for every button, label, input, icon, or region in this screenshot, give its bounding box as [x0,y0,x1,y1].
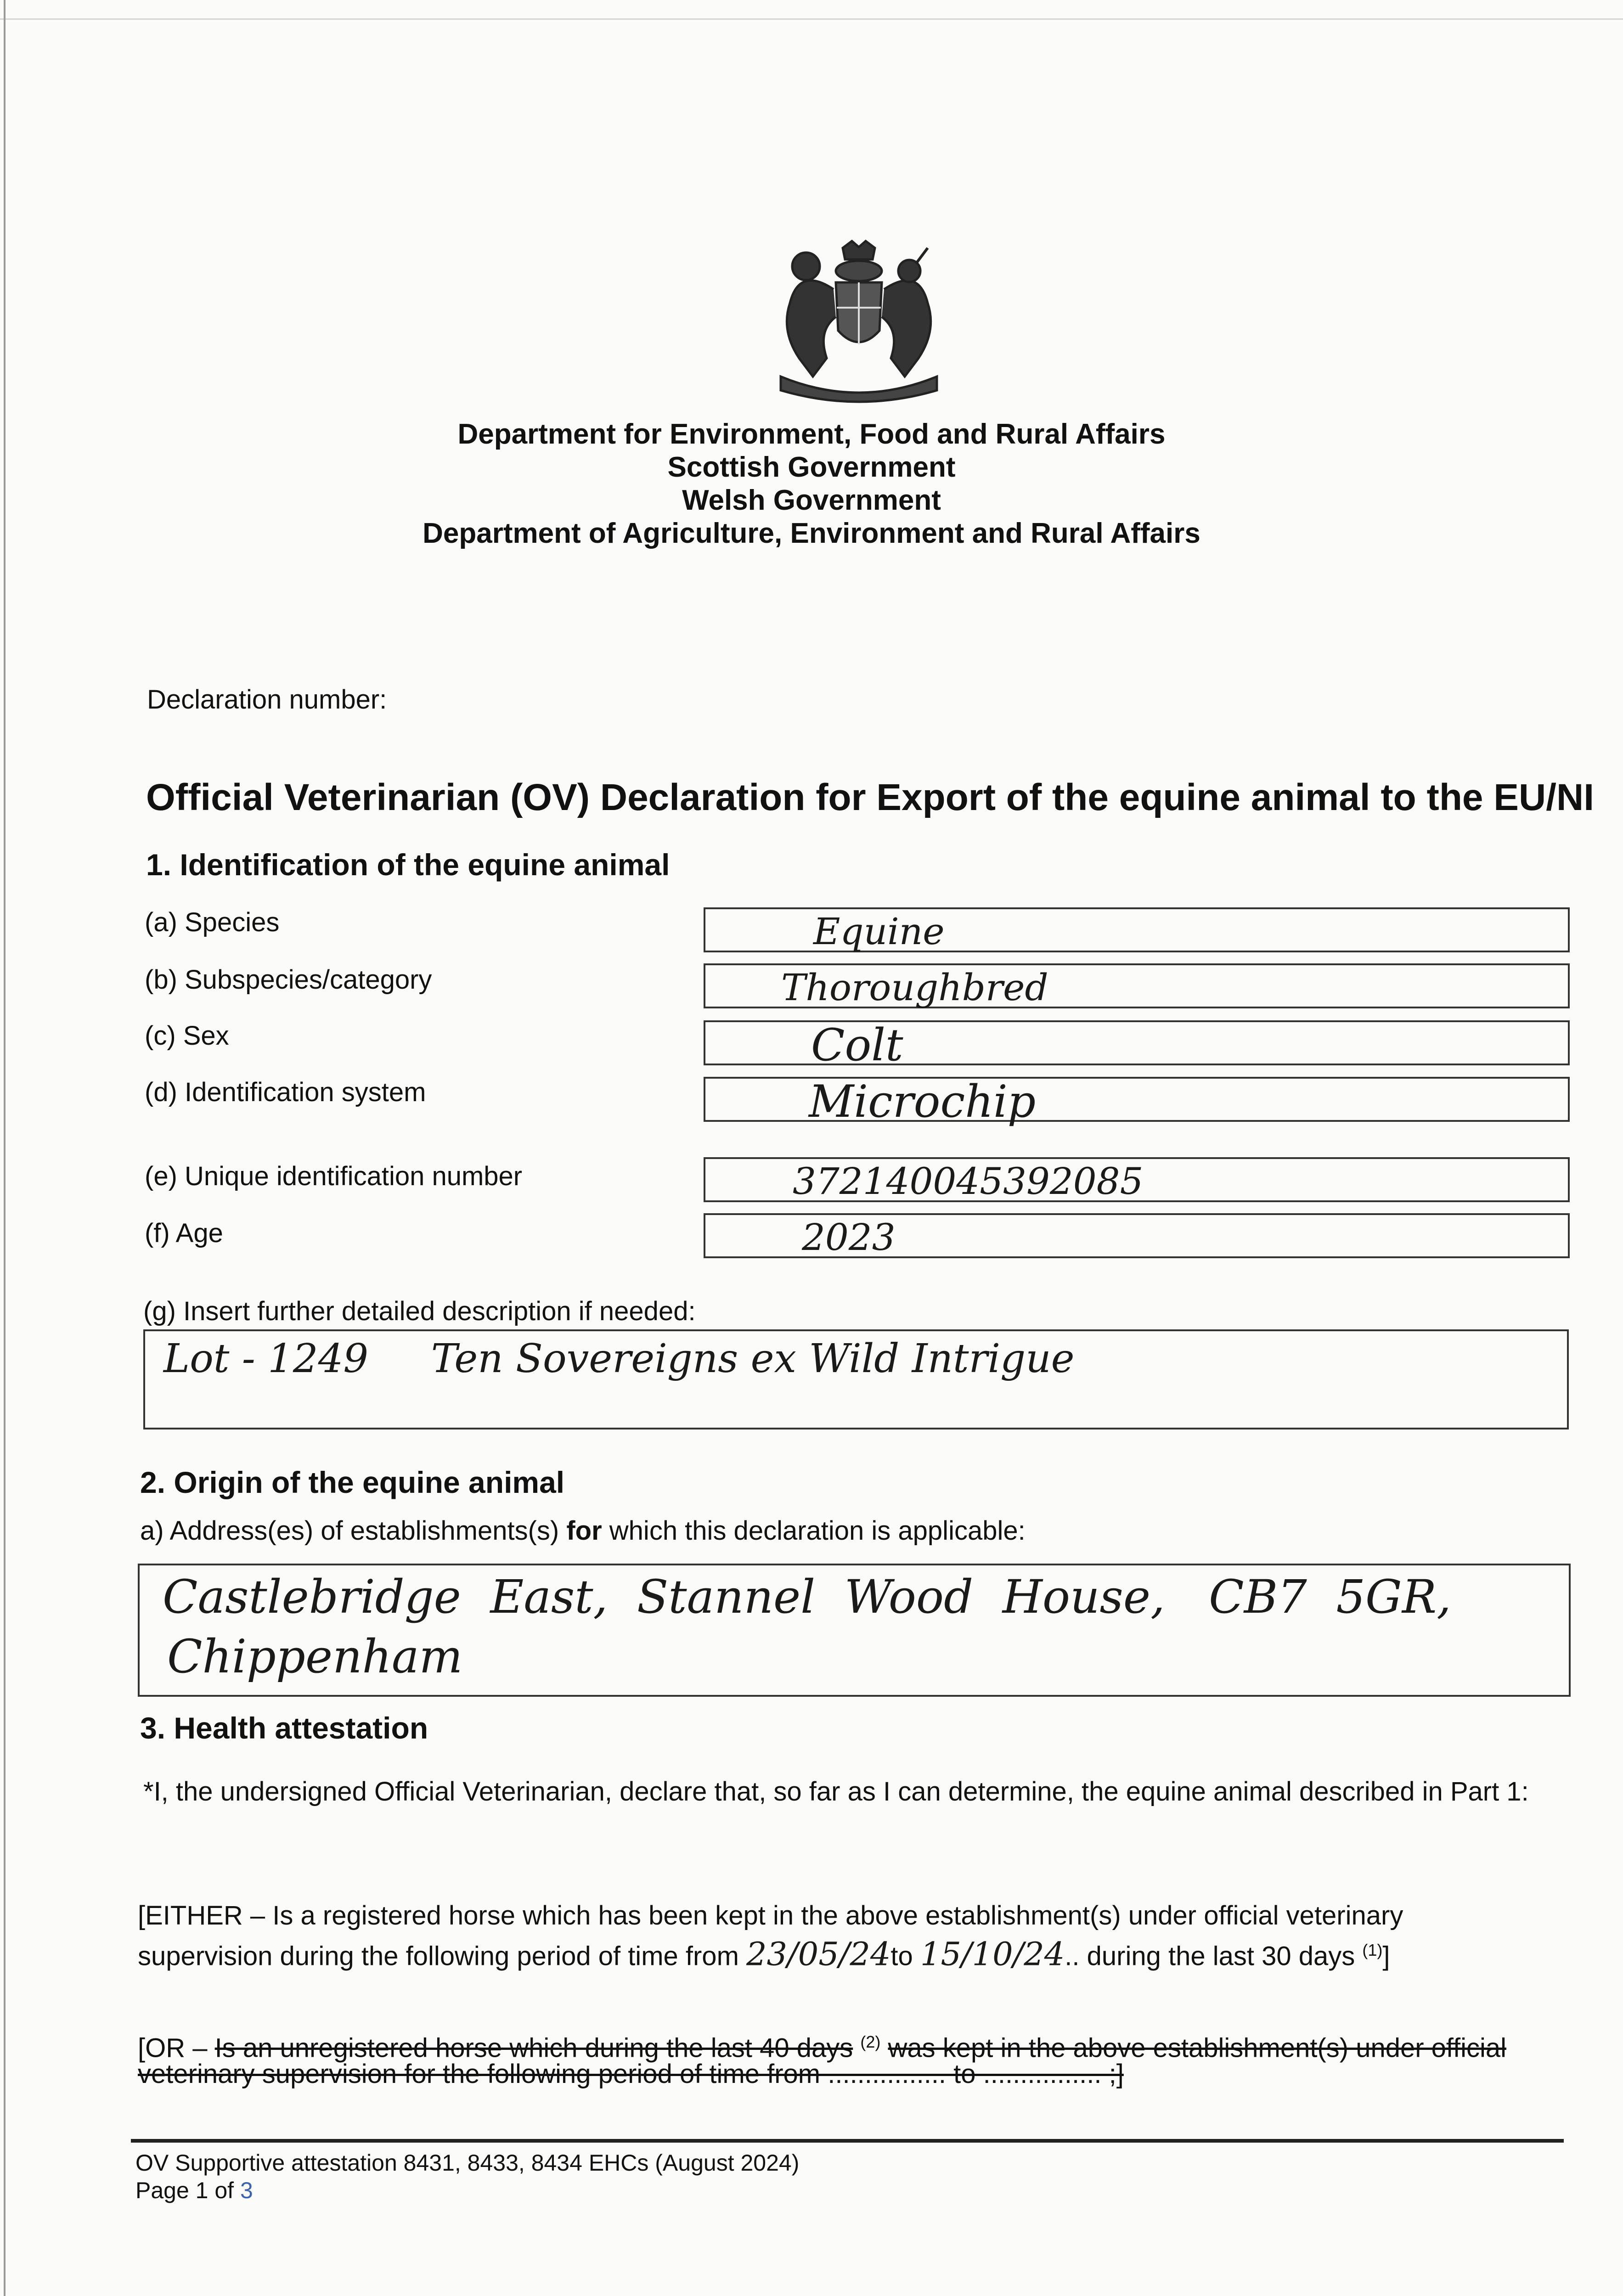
health-intro-text: *I, the undersigned Official Veterinarian, declare that, so far as I can determine, the equine animal described in Part 1: [143,1777,1529,1806]
sex-label: (c) Sex [145,1021,229,1051]
page-title: Official Veterinarian (OV) Declaration for Export of the equine animal to the EU/NI [146,777,1594,818]
identification-system-value: Microchip [809,1076,1036,1127]
or-line1: [OR – Is an unregistered horse which during the last 40 days $^{(2)}$ was kept in the above establishment(s) under official [138,2032,1507,2063]
further-description-field[interactable] [143,1329,1569,1429]
footer-page-number: Page 1 of 3 [135,2178,253,2203]
species-label: (a) Species [145,907,280,937]
footer-reference: OV Supportive attestation 8431, 8433, 8434 EHCs (August 2024) [135,2150,800,2176]
address-label: a) Address(es) of establishments(s) for which this declaration is applicable: [140,1516,1026,1546]
subspecies-field[interactable] [704,963,1570,1008]
section3-heading: 3. Health attestation [140,1711,428,1745]
unique-id-value: 372140045392085 [793,1160,1144,1203]
sex-value: Colt [811,1019,903,1071]
further-description-value: Lot - 1249 Ten Sovereigns ex Wild Intrigue [163,1336,1075,1382]
subspecies-value: Thoroughbred [781,966,1048,1009]
department-defra: Department for Environment, Food and Rural Affairs [457,418,1166,450]
section1-heading: 1. Identification of the equine animal [146,848,670,882]
either-from-date: 23/05/24 [746,1935,891,1973]
identification-system-label: (d) Identification system [145,1077,426,1107]
department-welsh-government: Welsh Government [682,484,941,516]
either-to-date: 15/10/24 [920,1935,1065,1973]
age-value: 2023 [802,1216,896,1259]
either-line2: supervision during the following period of time from 23/05/24to 15/10/24.. during the last 30 days $^{(1)}$] [138,1935,1390,1973]
address-line2: Chippenham [167,1630,463,1683]
department-daera: Department of Agriculture, Environment and Rural Affairs [423,518,1200,549]
age-label: (f) Age [145,1218,223,1248]
royal-coat-of-arms-icon [762,239,955,409]
age-field[interactable] [704,1213,1570,1258]
declaration-number-label: Declaration number: [147,685,387,715]
sex-field[interactable] [704,1019,1570,1071]
species-field[interactable] [704,907,1570,952]
further-description-label: (g) Insert further detailed description if needed: [143,1296,696,1326]
unique-id-label: (e) Unique identification number [145,1161,523,1191]
scan-edge-top [0,18,1623,20]
either-line1: [EITHER – Is a registered horse which has been kept in the above establishment(s) under official veterinary [138,1901,1403,1930]
scan-edge-left [4,0,6,2296]
or-line2: veterinary supervision for the following period of time from ................ to ................ ;] [138,2059,1124,2089]
address-field[interactable] [138,1564,1571,1697]
unique-id-field[interactable] [704,1157,1570,1202]
identification-system-field[interactable] [704,1076,1570,1127]
address-line1: Castlebridge East, Stannel Wood House, CB7 5GR, [163,1570,1451,1624]
section2-heading: 2. Origin of the equine animal [140,1465,565,1499]
subspecies-label: (b) Subspecies/category [145,965,432,995]
species-value: Equine [813,910,945,953]
footer-rule [131,2139,1564,2143]
department-scottish-government: Scottish Government [667,451,956,483]
